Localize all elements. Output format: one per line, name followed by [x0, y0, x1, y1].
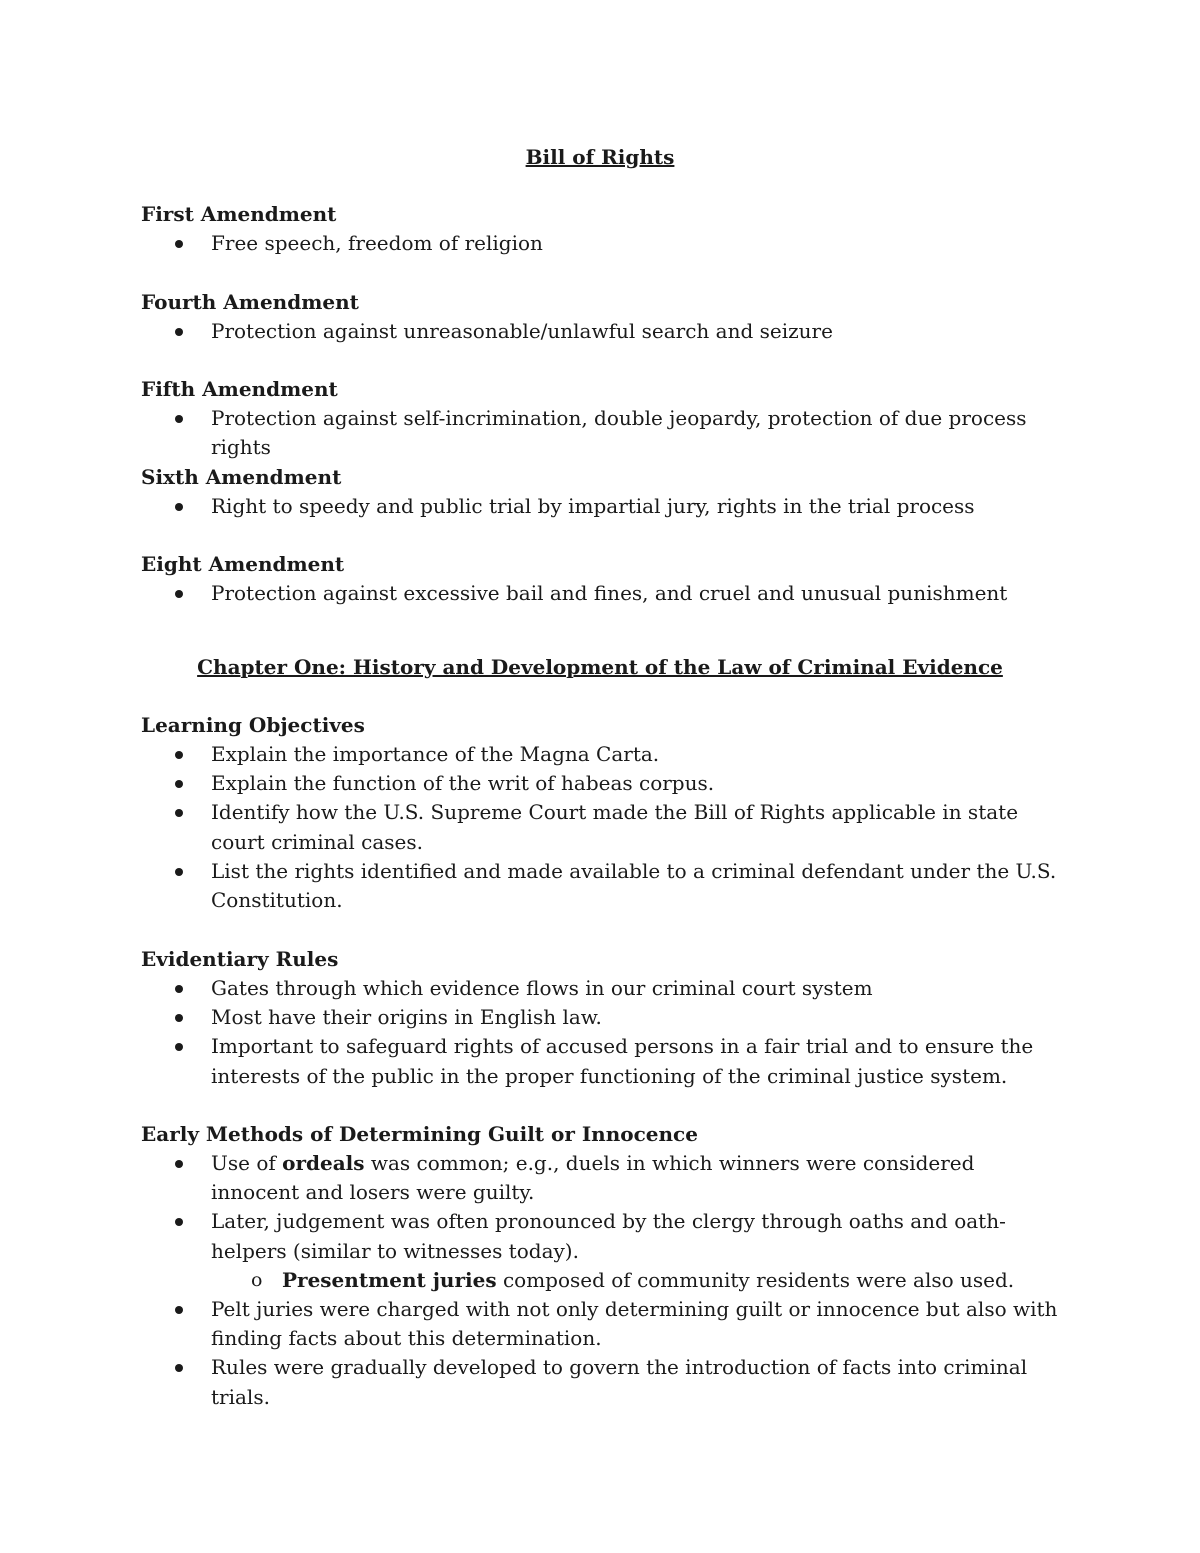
bullet-icon: [175, 751, 183, 759]
fifth-amendment-heading: Fifth Amendment: [141, 377, 338, 401]
sixth-amendment-heading: Sixth Amendment: [141, 465, 342, 489]
bullet-icon: [175, 809, 183, 817]
fourth-amendment-list: [141, 317, 1060, 346]
list-item: Protection against excessive bail and fines, and cruel and unusual punishment: [141, 579, 1060, 608]
evidentiary-rules-heading: Evidentiary Rules: [141, 947, 339, 971]
list-item: Free speech, freedom of religion: [141, 229, 1060, 258]
bullet-icon: [175, 1014, 183, 1022]
bullet-icon: [175, 328, 183, 336]
bullet-icon: [175, 503, 183, 511]
bullet-icon: [175, 415, 183, 423]
bullet-icon: [175, 985, 183, 993]
list-item: Most have their origins in English law.: [141, 1003, 1060, 1032]
list-item: Later, judgement was often pronounced by the clergy through oaths and oath-helpers (similar to witnesses today).: [141, 1207, 1060, 1265]
learning-objectives-heading: Learning Objectives: [141, 713, 365, 737]
sub-list-item: o Presentment juries composed of community residents were also used.: [141, 1266, 1060, 1295]
bullet-icon: [175, 590, 183, 598]
early-methods-list: [141, 1149, 1060, 1412]
fifth-amendment-list: [141, 404, 1060, 462]
chapter-title: Chapter One: History and Development of the Law of Criminal Evidence: [197, 655, 1003, 679]
list-item: Gates through which evidence flows in our criminal court system: [141, 974, 1060, 1003]
list-item: Explain the function of the writ of habeas corpus.: [141, 769, 1060, 798]
bullet-icon: [175, 1306, 183, 1314]
fourth-amendment-heading: Fourth Amendment: [141, 290, 359, 314]
bullet-icon: [175, 240, 183, 248]
bullet-icon: [175, 1364, 183, 1372]
bullet-icon: [175, 1043, 183, 1051]
list-item: Right to speedy and public trial by impartial jury, rights in the trial process: [141, 492, 1060, 521]
list-item: List the rights identified and made available to a criminal defendant under the U.S. Constitution.: [141, 857, 1060, 915]
bullet-icon: [175, 1160, 183, 1168]
bullet-icon: [175, 1218, 183, 1226]
early-methods-heading: Early Methods of Determining Guilt or Innocence: [141, 1122, 698, 1146]
hollow-bullet-icon: o: [251, 1268, 263, 1291]
list-item: Explain the importance of the Magna Carta.: [141, 740, 1060, 769]
eighth-amendment-heading: Eight Amendment: [141, 552, 345, 576]
list-item: Pelt juries were charged with not only determining guilt or innocence but also with finding facts about this determination.: [141, 1295, 1060, 1353]
learning-objectives-list: [141, 740, 1060, 915]
evidentiary-rules-list: [141, 974, 1060, 1091]
list-item: Important to safeguard rights of accused persons in a fair trial and to ensure the interests of the public in the proper functioning of the criminal justice system.: [141, 1032, 1060, 1090]
first-amendment-list: [141, 229, 1060, 258]
document-title: Bill of Rights: [525, 145, 675, 169]
list-item: Rules were gradually developed to govern the introduction of facts into criminal trials.: [141, 1353, 1060, 1411]
eighth-amendment-list: [141, 579, 1060, 608]
bullet-icon: [175, 868, 183, 876]
bullet-icon: [175, 780, 183, 788]
list-item: Identify how the U.S. Supreme Court made the Bill of Rights applicable in state court criminal cases.: [141, 798, 1060, 856]
list-item: Use of ordeals was common; e.g., duels in which winners were considered innocent and losers were guilty.: [141, 1149, 1060, 1207]
list-item: Protection against unreasonable/unlawful search and seizure: [141, 317, 1060, 346]
sixth-amendment-list: [141, 492, 1060, 521]
first-amendment-heading: First Amendment: [141, 202, 337, 226]
list-item: Protection against self-incrimination, double jeopardy, protection of due process rights: [141, 404, 1060, 462]
